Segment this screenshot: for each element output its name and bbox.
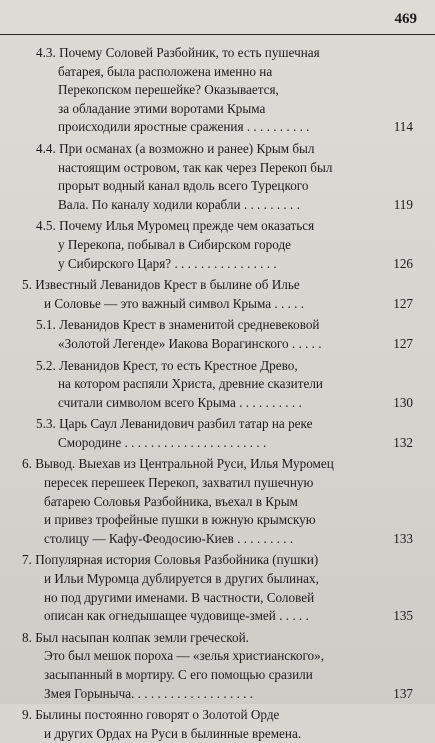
toc-entry-line: 5.2. Леванидов Крест, то есть Крестное Древо, <box>36 357 298 373</box>
toc-entry-line: у Перекопа, побывал в Сибирском городе <box>58 236 292 252</box>
toc-entry-line: 5.1. Леванидов Крест в знаменитой средневековой <box>36 317 320 333</box>
toc-entry-line: и других Ордах на Руси в былинные времена. <box>44 725 302 741</box>
toc-entry-line: Это был мешок пороха — «зелья христианского», <box>44 648 325 664</box>
toc-entry-line: 4.4. При османах (а возможно и ранее) Крым был <box>36 140 315 156</box>
toc-entry <box>0 415 435 452</box>
toc-entry <box>0 629 435 703</box>
toc-entry <box>0 316 435 353</box>
toc-entry <box>0 357 435 413</box>
toc-entry-line: батарею Соловья Разбойника, въехал в Крым <box>44 493 298 509</box>
toc-entry-line: 7. Популярная история Соловья Разбойника (пушки) <box>22 552 319 568</box>
toc-entry-line: Перекопском перешейке? Оказывается, <box>58 82 279 98</box>
toc-entry-line: и Соловье — это важный символ Крыма . . . . . <box>44 295 305 311</box>
toc-entry-line: 4.5. Почему Илья Муромец прежде чем оказаться <box>36 218 315 234</box>
toc-entry-line: столицу — Кафу-Феодосию-Киев . . . . . . . . . <box>44 530 294 546</box>
toc-entry-line: «Золотой Легенде» Иакова Ворагинского . . . . . <box>58 335 322 351</box>
toc-entry-line: 5.3. Царь Саул Леванидович разбил татар на реке <box>36 416 313 432</box>
toc-entry-line: на котором распяли Христа, древние сказители <box>58 376 323 392</box>
toc-entry-line: 4.3. Почему Соловей Разбойник, то есть пушечная <box>36 45 320 60</box>
toc-entry-line: 9. Былины постоянно говорят о Золотой Орде <box>22 707 280 723</box>
toc-entry-line: за обладание этими воротами Крыма <box>58 100 266 116</box>
toc-entry <box>0 706 435 743</box>
toc-entry <box>0 276 435 313</box>
toc-page-number: 127 <box>393 335 413 351</box>
toc-entry <box>0 44 435 137</box>
toc-entry-line: настоящим островом, так как через Перекоп был <box>58 159 333 175</box>
toc-entry-line: и Ильи Муромца дублируется в других былинах, <box>44 571 319 587</box>
toc-entry-line: прорыт водный канал вдоль всего Турецкого <box>58 178 309 194</box>
toc-entry <box>0 140 435 214</box>
toc-page-number: 133 <box>393 530 413 546</box>
toc-entry-line: и привез трофейные пушки в южную крымскую <box>44 512 316 528</box>
toc-page-number: 132 <box>393 434 413 450</box>
toc-entry-line: 8. Был насыпан колпак земли греческой. <box>22 629 249 645</box>
toc-entry-line: описан как огнедышащее чудовище-змей . . . . . <box>44 608 309 624</box>
toc-page-number: 114 <box>393 119 413 135</box>
toc-page-number: 130 <box>393 394 413 410</box>
page-number: 469 <box>394 11 417 27</box>
toc-entry <box>0 217 435 273</box>
toc-entry-line: батарея, была расположена именно на <box>58 63 273 79</box>
toc-page-number: 127 <box>393 295 413 311</box>
toc-page-number: 135 <box>393 608 413 624</box>
toc-entry-line: Змея Горыныча. . . . . . . . . . . . . . . . . . . <box>44 685 254 701</box>
toc-entry-line: 5. Известный Леванидов Крест в былине об Илье <box>22 277 300 293</box>
toc-entry-line: засыпанный в мортиру. С его помощью сразили <box>44 667 313 682</box>
toc-page-number: 137 <box>393 685 413 701</box>
toc-entry-line: пересек перешеек Перекоп, захватил пушечную <box>44 475 314 491</box>
toc-entry-line: но под другими именами. В частности, Соловей <box>44 589 315 605</box>
toc-entry-line: 6. Вывод. Выехав из Центральной Руси, Илья Муромец <box>22 456 334 472</box>
toc-page-number: 119 <box>393 196 413 212</box>
toc-entry <box>0 455 435 548</box>
running-header <box>0 10 435 35</box>
toc-entry-line: у Сибирского Царя? . . . . . . . . . . . . . . . . <box>58 255 277 271</box>
toc-entry-line: Вала. По каналу ходили корабли . . . . . . . . . <box>58 196 300 212</box>
toc-entry <box>0 551 435 625</box>
toc-entry-line: Смородине . . . . . . . . . . . . . . . . . . . . . . <box>58 434 267 450</box>
toc-entry-line: происходили яростные сражения . . . . . . . . . . <box>58 119 310 135</box>
toc-entry-line: считали символом всего Крыма . . . . . . . . . . <box>58 394 302 410</box>
toc-page-number: 126 <box>393 255 413 271</box>
table-of-contents <box>0 44 435 743</box>
